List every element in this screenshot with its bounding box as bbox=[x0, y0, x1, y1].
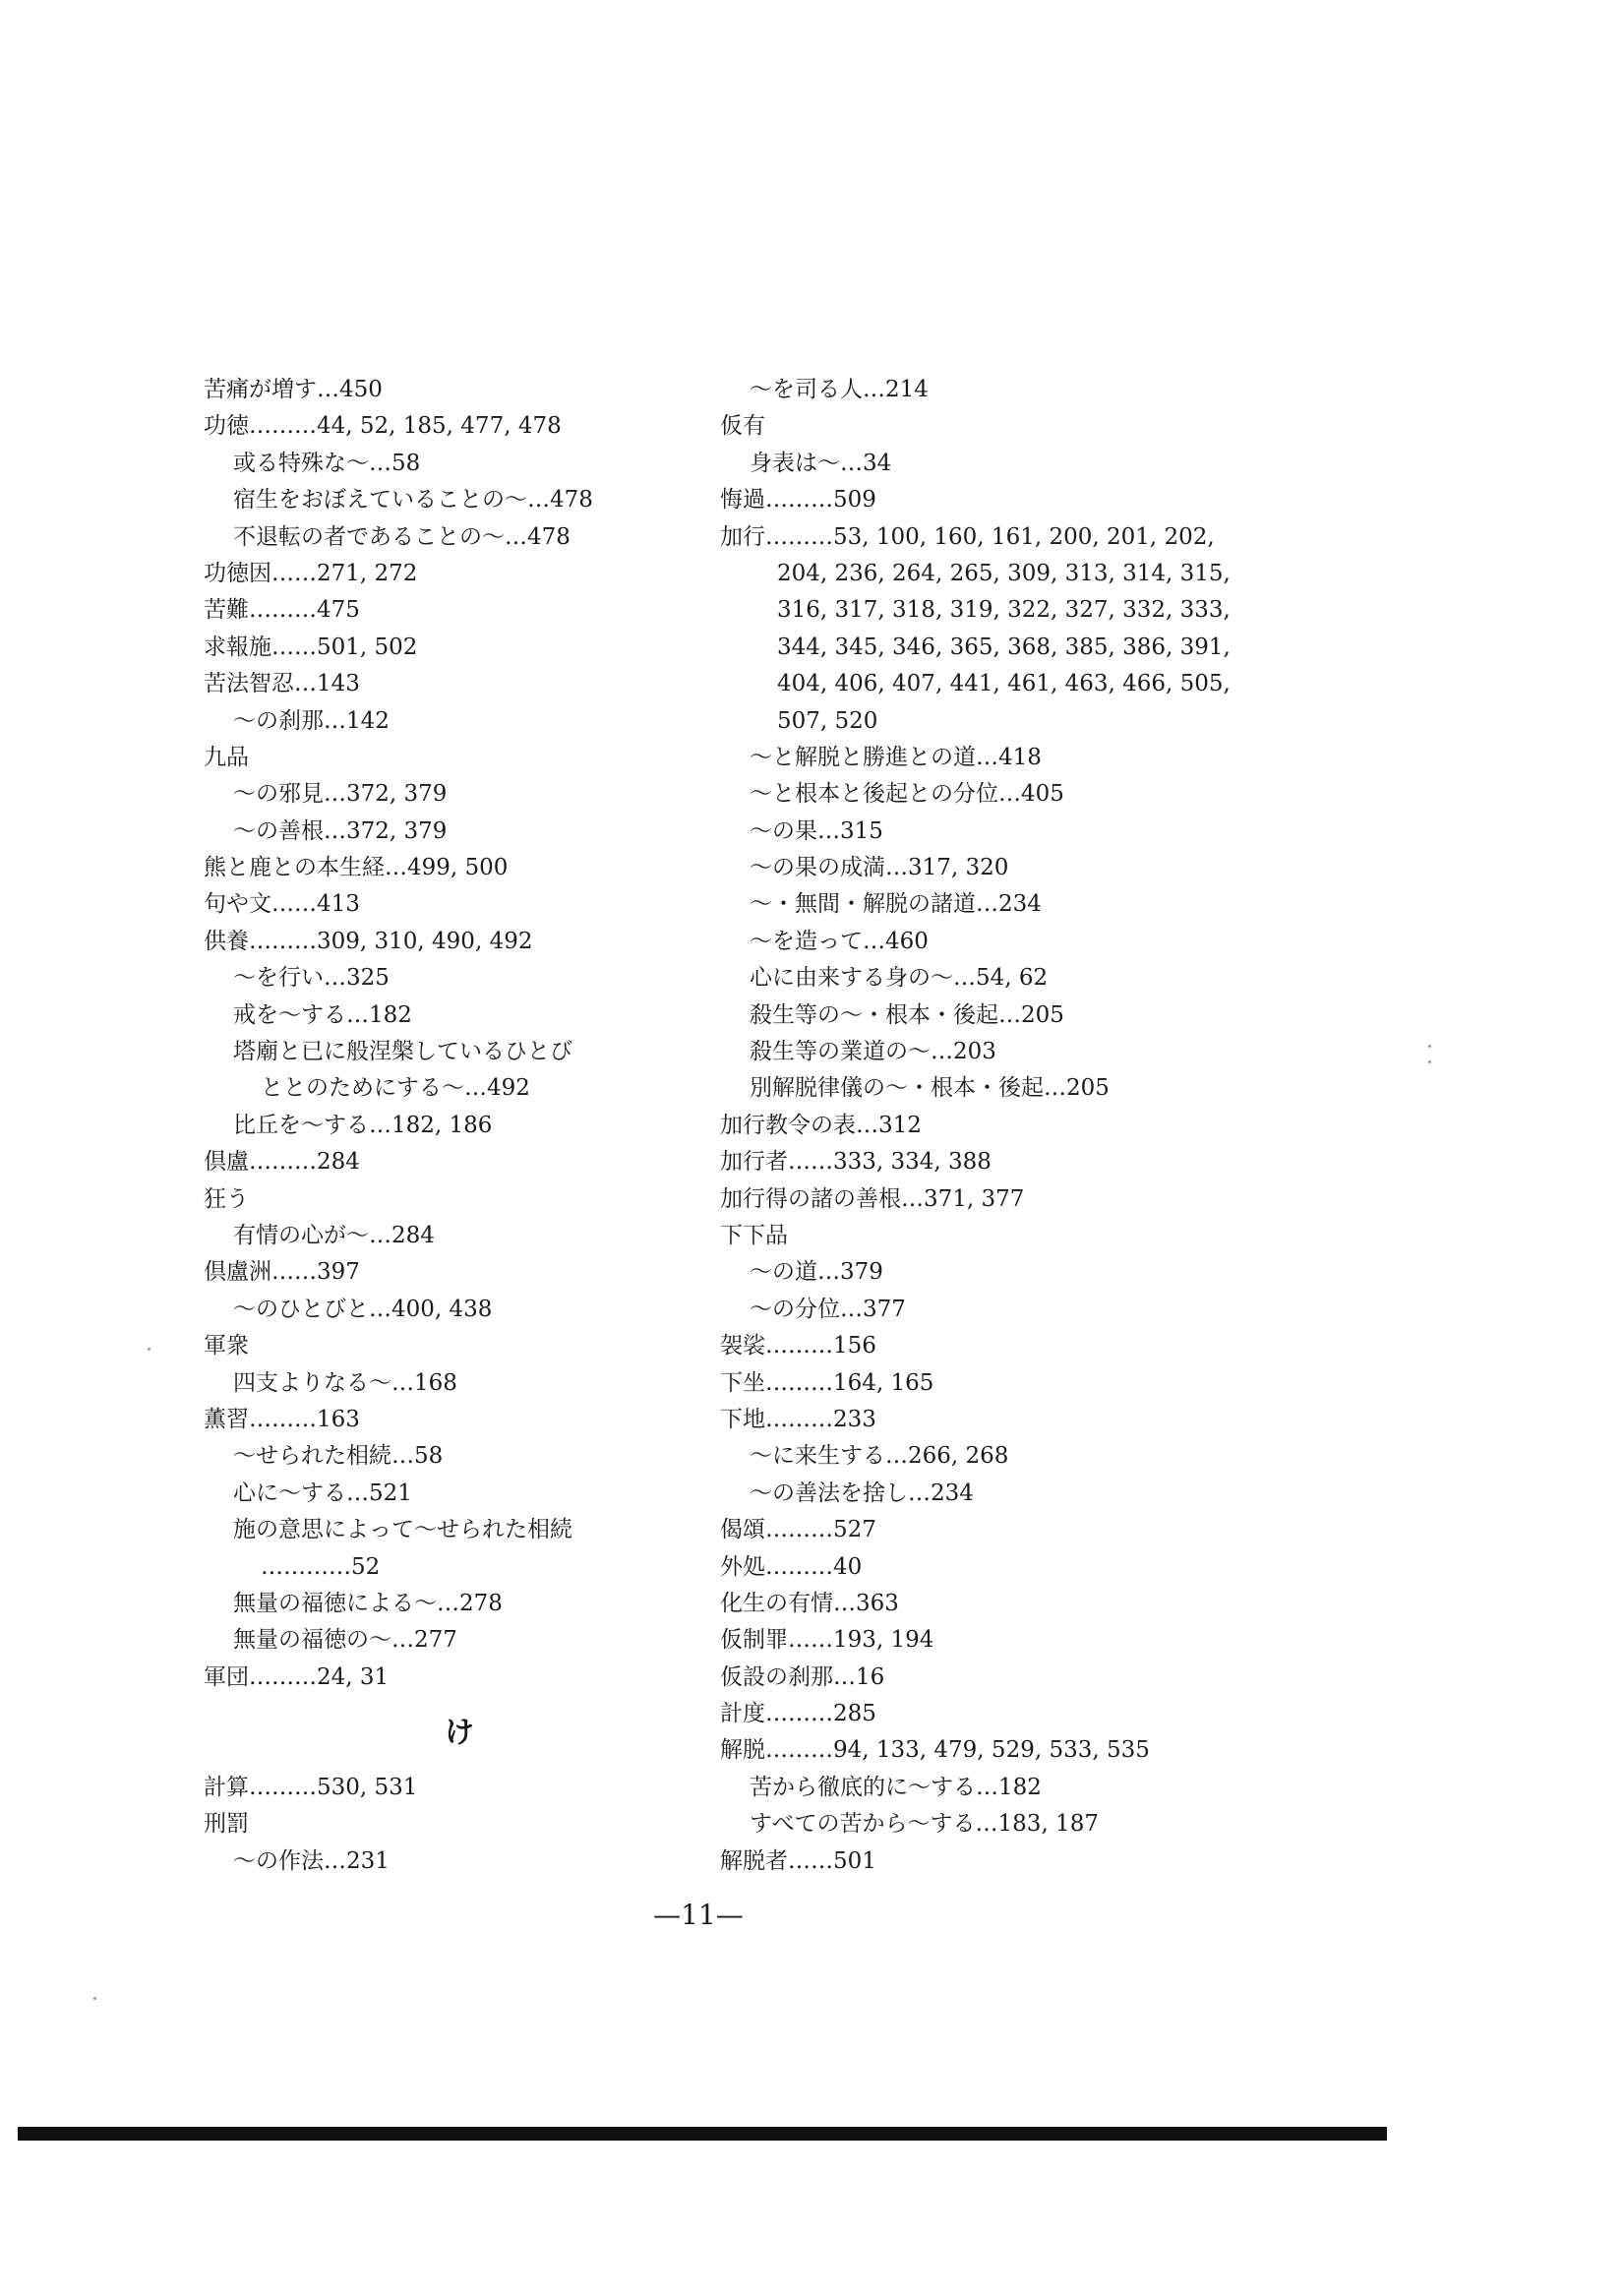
index-subentry: 不退転の者であることの〜…478 bbox=[233, 523, 571, 550]
index-entry: 軍団………24, 31 bbox=[204, 1663, 390, 1690]
index-entry: 偈頌………527 bbox=[720, 1517, 876, 1543]
index-entry: 加行得の諸の善根…371, 377 bbox=[720, 1185, 1025, 1212]
index-subentry: 〜を行い…325 bbox=[233, 965, 390, 992]
index-subentry: 有情の心が〜…284 bbox=[233, 1222, 435, 1248]
index-subentry: 或る特殊な〜…58 bbox=[233, 450, 421, 476]
index-subentry: 身表は〜…34 bbox=[750, 450, 892, 476]
section-heading: け bbox=[445, 1716, 474, 1751]
index-subentry: 無量の福徳の〜…277 bbox=[233, 1627, 457, 1654]
index-subentry: 〜の作法…231 bbox=[233, 1847, 390, 1874]
index-entry: 狂う bbox=[204, 1185, 249, 1212]
index-subentry: 苦から徹底的に〜する…182 bbox=[750, 1774, 1042, 1800]
index-subentry: 316, 317, 318, 319, 322, 327, 332, 333, bbox=[777, 597, 1231, 624]
index-entry: 供養………309, 310, 490, 492 bbox=[204, 928, 533, 954]
index-subentry: 204, 236, 264, 265, 309, 313, 314, 315, bbox=[777, 560, 1231, 586]
index-subentry: 〜・無間・解脱の諸道…234 bbox=[750, 891, 1042, 918]
index-entry: 刑罰 bbox=[204, 1811, 249, 1838]
index-subentry: 宿生をおぼえていることの〜…478 bbox=[233, 487, 593, 514]
index-entry: 袈裟………156 bbox=[720, 1333, 876, 1359]
index-subentry: 〜と根本と後起との分位…405 bbox=[750, 781, 1064, 808]
index-subentry: 戒を〜する…182 bbox=[233, 1001, 412, 1028]
index-subentry: 比丘を〜する…182, 186 bbox=[233, 1112, 493, 1138]
index-subentry: 〜を司る人…214 bbox=[750, 377, 929, 402]
index-entry: 倶盧………284 bbox=[204, 1149, 360, 1176]
index-entry: 倶盧洲……397 bbox=[204, 1259, 360, 1286]
index-subentry: 〜の善根…372, 379 bbox=[233, 817, 448, 844]
index-entry: 解脱者……501 bbox=[720, 1847, 876, 1874]
index-entry: 苦痛が増す…450 bbox=[204, 377, 383, 402]
index-subentry: 施の意思によって〜せられた相続 bbox=[233, 1517, 572, 1543]
index-entry: 下下品 bbox=[720, 1222, 788, 1248]
scan-speck bbox=[93, 1997, 96, 2000]
index-entry: 加行教令の表…312 bbox=[720, 1112, 922, 1138]
index-entry: 苦難………475 bbox=[204, 597, 360, 624]
index-subentry: 殺生等の〜・根本・後起…205 bbox=[750, 1001, 1064, 1028]
scan-edge-bar bbox=[18, 2127, 1387, 2141]
index-entry: 外処………40 bbox=[720, 1553, 863, 1580]
index-entry: 悔過………509 bbox=[720, 487, 876, 514]
index-entry: 軍衆 bbox=[204, 1333, 249, 1359]
index-entry: 下地………233 bbox=[720, 1406, 876, 1432]
index-subentry: 無量の福徳による〜…278 bbox=[233, 1590, 503, 1616]
index-subentry: 〜の分位…377 bbox=[750, 1296, 906, 1322]
index-subentry: 〜の善法を捨し…234 bbox=[750, 1480, 974, 1506]
index-subentry: 心に〜する…521 bbox=[233, 1480, 412, 1506]
index-subentry: 塔廟と已に般涅槃しているひとび bbox=[233, 1039, 572, 1065]
index-subentry: 別解脱律儀の〜・根本・後起…205 bbox=[750, 1075, 1110, 1102]
index-subentry: 〜の刹那…142 bbox=[233, 707, 390, 734]
index-subentry: 〜せられた相続…58 bbox=[233, 1443, 444, 1470]
index-subentry: ととのためにする〜…492 bbox=[261, 1075, 530, 1102]
index-subentry: …………52 bbox=[261, 1553, 381, 1580]
index-subentry: 〜の道…379 bbox=[750, 1259, 883, 1286]
index-entry: 化生の有情…363 bbox=[720, 1590, 899, 1616]
index-subentry: 〜に来生する…266, 268 bbox=[750, 1443, 1009, 1470]
index-entry: 仮制罪……193, 194 bbox=[720, 1627, 934, 1654]
index-column-right bbox=[720, 372, 1271, 1880]
index-subentry: 〜の果…315 bbox=[750, 817, 883, 844]
index-subentry: 404, 406, 407, 441, 461, 463, 466, 505, bbox=[777, 671, 1231, 697]
index-entry: 加行者……333, 334, 388 bbox=[720, 1149, 992, 1176]
index-subentry: 507, 520 bbox=[777, 707, 878, 734]
index-entry: 句や文……413 bbox=[204, 891, 360, 918]
index-entry: 苦法智忍…143 bbox=[204, 671, 360, 697]
scan-speck bbox=[1428, 1060, 1431, 1063]
index-column-left bbox=[204, 372, 715, 1880]
index-subentry: 〜の邪見…372, 379 bbox=[233, 781, 448, 808]
page-number: —11— bbox=[653, 1899, 744, 1931]
index-subentry: 四支よりなる〜…168 bbox=[233, 1369, 457, 1396]
index-entry: 熊と鹿との本生経…499, 500 bbox=[204, 855, 509, 881]
index-entry: 功徳………44, 52, 185, 477, 478 bbox=[204, 413, 562, 440]
index-subentry: 〜の果の成満…317, 320 bbox=[750, 855, 1009, 881]
index-entry: 計算………530, 531 bbox=[204, 1775, 418, 1801]
index-subentry: 〜を造って…460 bbox=[750, 928, 929, 954]
index-entry: 九品 bbox=[204, 744, 249, 770]
index-subentry: 殺生等の業道の〜…203 bbox=[750, 1039, 996, 1065]
index-subentry: 〜のひとびと…400, 438 bbox=[233, 1296, 493, 1322]
index-subentry: すべての苦から〜する…183, 187 bbox=[750, 1811, 1099, 1838]
scan-speck bbox=[148, 1348, 150, 1351]
index-entry: 薫習………163 bbox=[204, 1406, 360, 1432]
index-entry: 仮有 bbox=[720, 413, 765, 440]
index-subentry: 344, 345, 346, 365, 368, 385, 386, 391, bbox=[777, 634, 1231, 660]
index-entry: 下坐………164, 165 bbox=[720, 1369, 934, 1396]
index-entry: 加行………53, 100, 160, 161, 200, 201, 202, bbox=[720, 523, 1215, 550]
scan-speck bbox=[1428, 1045, 1431, 1048]
index-subentry: 〜と解脱と勝進との道…418 bbox=[750, 744, 1042, 770]
index-subentry: 心に由来する身の〜…54, 62 bbox=[750, 965, 1049, 992]
index-entry: 功徳因……271, 272 bbox=[204, 560, 418, 586]
index-entry: 求報施……501, 502 bbox=[204, 634, 418, 660]
index-entry: 解脱………94, 133, 479, 529, 533, 535 bbox=[720, 1737, 1150, 1764]
index-entry: 計度………285 bbox=[720, 1701, 876, 1727]
index-entry: 仮設の刹那…16 bbox=[720, 1663, 885, 1690]
